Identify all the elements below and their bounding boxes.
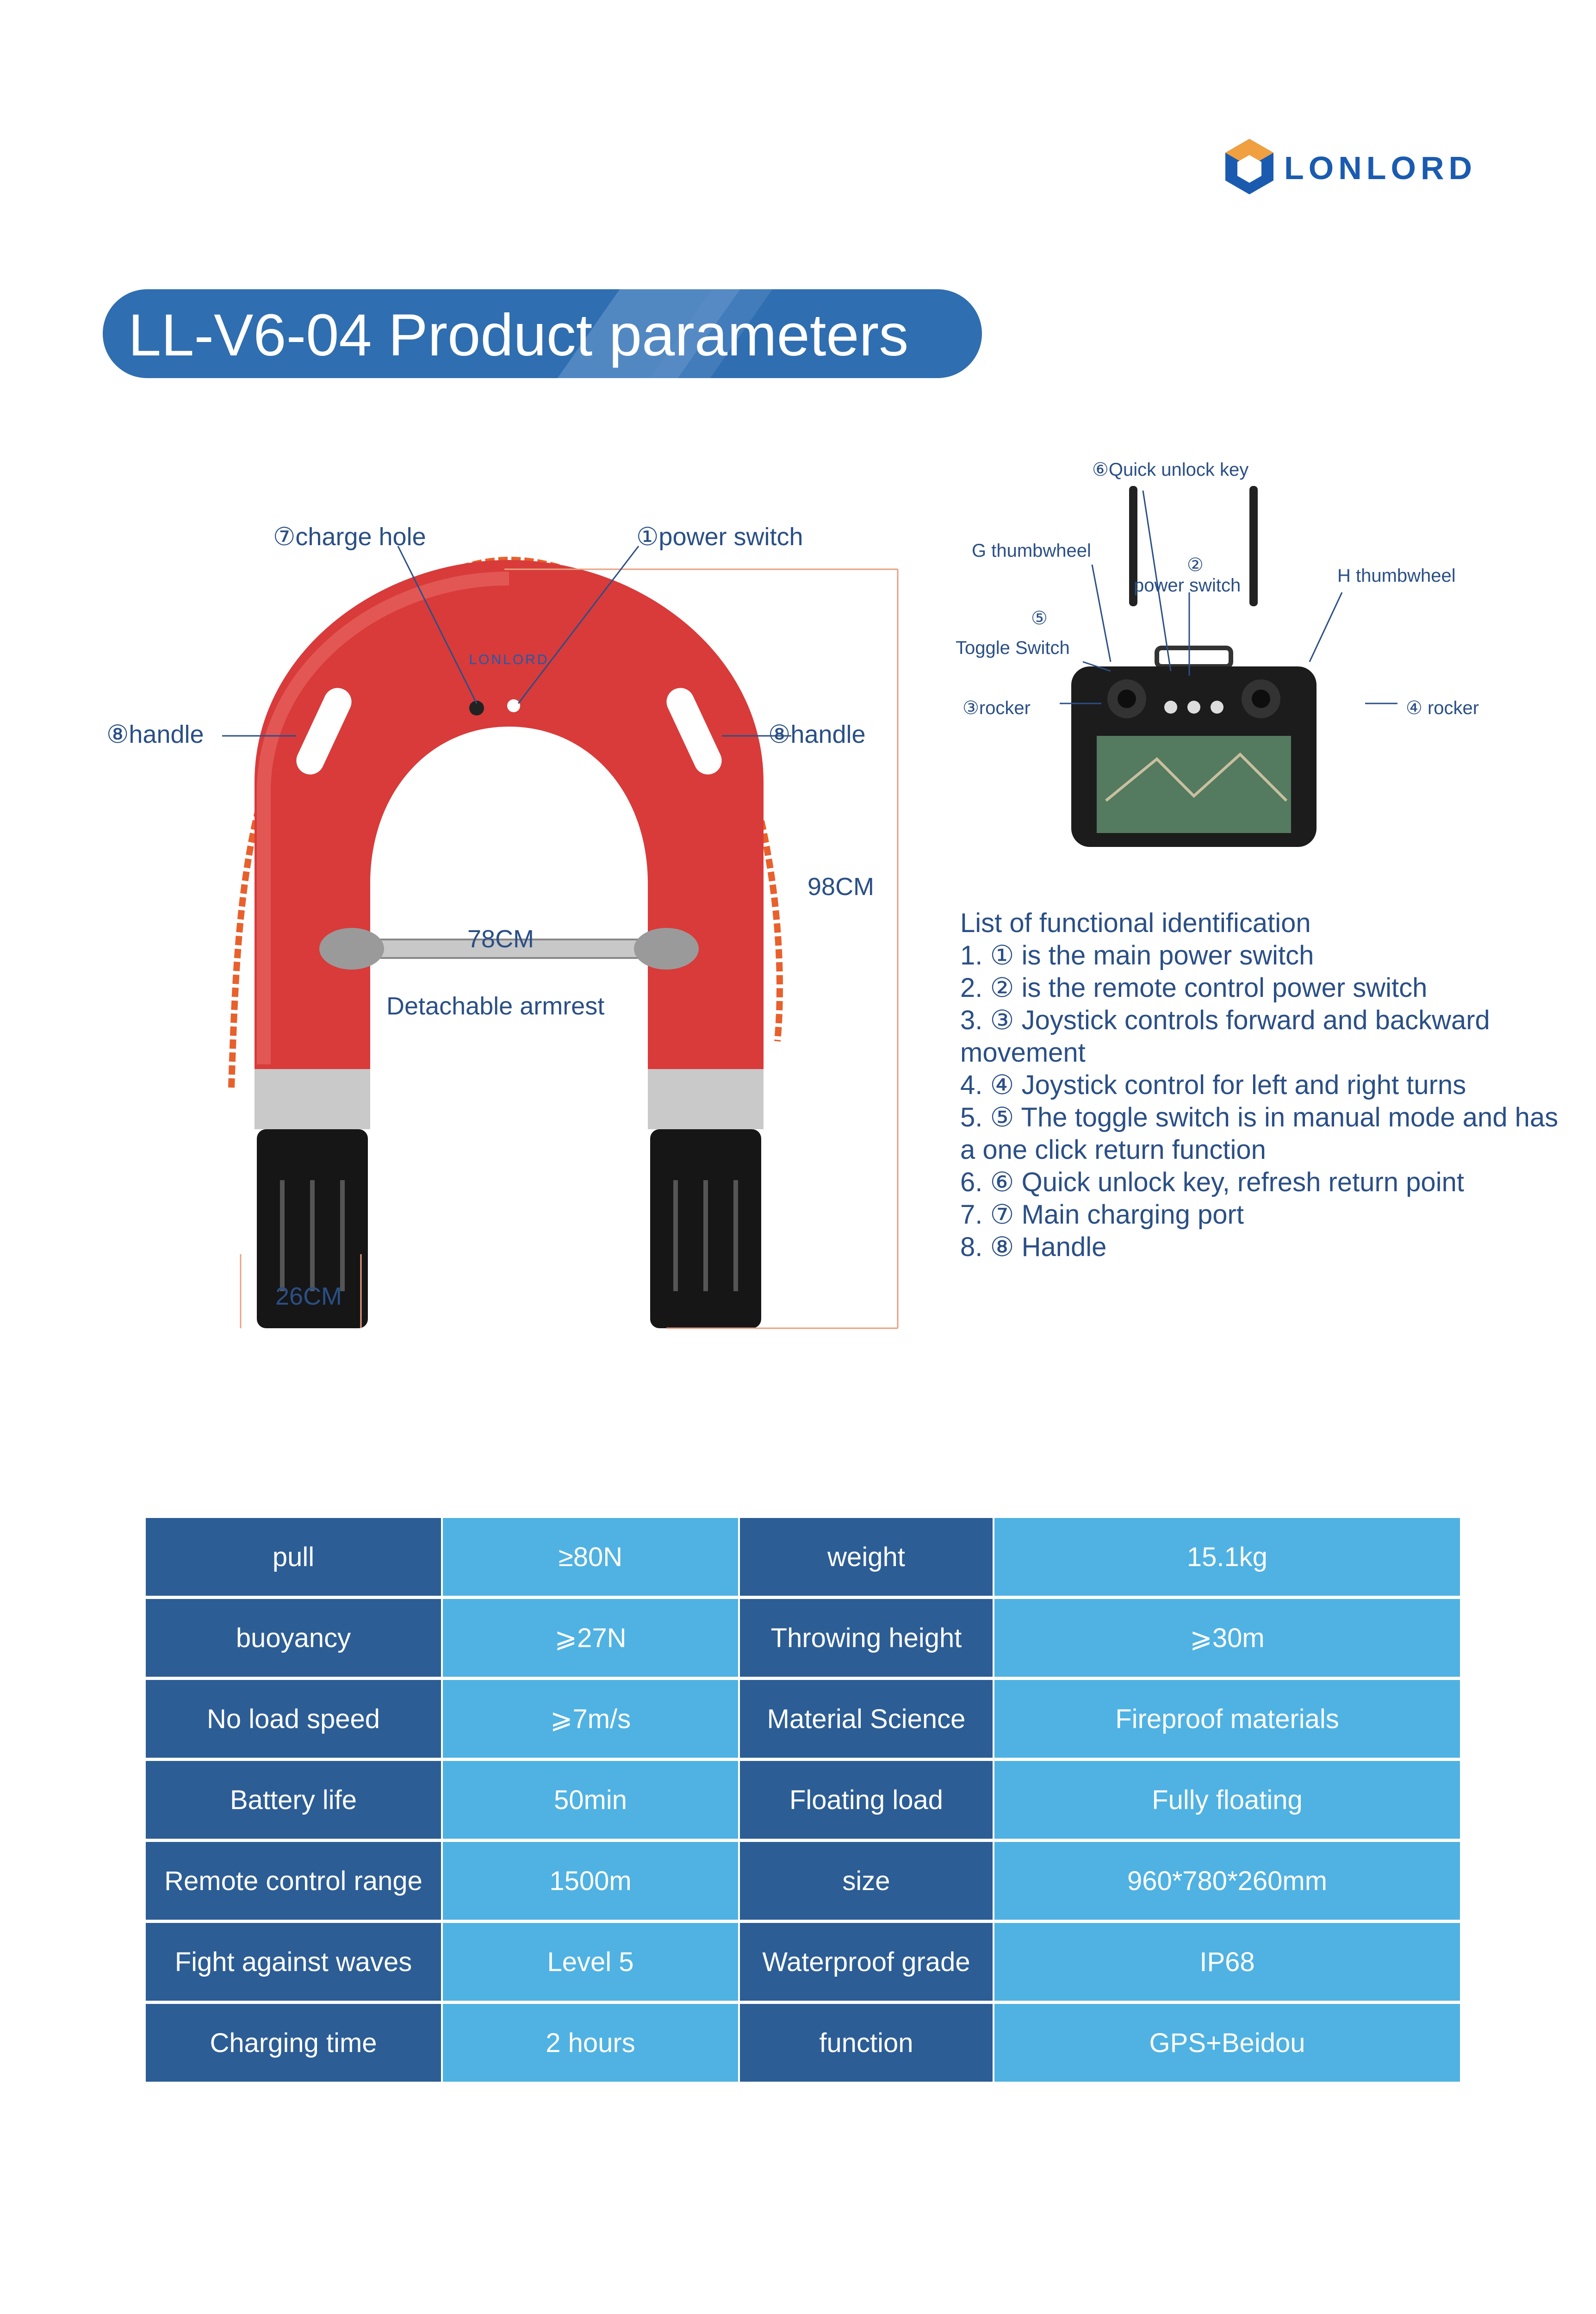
rescue-float-illustration xyxy=(204,532,953,1347)
label-g-thumbwheel: G thumbwheel xyxy=(972,541,1091,561)
param-value: Fireproof materials xyxy=(994,1680,1460,1758)
label-rocker-right: ④ rocker xyxy=(1406,698,1479,718)
label-toggle-switch: Toggle Switch xyxy=(956,638,1070,658)
functional-item-3: 3. ③ Joystick controls forward and backward movement xyxy=(960,1005,1490,1068)
float-body-logo: LONLORD xyxy=(469,652,549,667)
label-power-num: ② xyxy=(1187,555,1204,575)
functional-item-1: 1. ① is the main power switch xyxy=(960,940,1314,970)
param-key: pull xyxy=(146,1518,441,1596)
brand-name: LONLORD xyxy=(1284,150,1477,186)
param-key: Charging time xyxy=(146,2004,441,2082)
page-title: LL-V6-04 Product parameters xyxy=(128,302,909,368)
label-handle-left: ⑧handle xyxy=(106,721,204,748)
param-key: Material Science xyxy=(740,1680,993,1758)
functional-item-4: 4. ④ Joystick control for left and right turns xyxy=(960,1070,1466,1100)
param-value: ⩾7m/s xyxy=(443,1680,738,1758)
functional-item-2: 2. ② is the remote control power switch xyxy=(960,973,1428,1003)
left-motor-sleeve xyxy=(255,1069,370,1129)
param-value: IP68 xyxy=(994,1923,1460,2001)
param-key: Battery life xyxy=(146,1761,441,1839)
param-value: ⩾27N xyxy=(443,1599,738,1677)
label-height-dimension: 98CM xyxy=(807,873,875,901)
functional-item-8: 8. ⑧ Handle xyxy=(960,1232,1107,1262)
label-power-switch-remote: power switch xyxy=(1134,575,1241,596)
param-key: Throwing height xyxy=(740,1599,993,1677)
param-value: 15.1kg xyxy=(994,1518,1460,1596)
param-key: size xyxy=(740,1842,993,1920)
table-row xyxy=(146,1761,1460,1839)
logo-hexagon-icon xyxy=(1222,137,1277,197)
label-handle-right: ⑧handle xyxy=(768,721,866,748)
param-key: Floating load xyxy=(740,1761,993,1839)
label-width-dimension: 78CM xyxy=(467,925,534,953)
param-key: weight xyxy=(740,1518,993,1596)
param-value: 1500m xyxy=(443,1842,738,1920)
param-key: Waterproof grade xyxy=(740,1923,993,2001)
functional-identification-list xyxy=(960,907,1576,1263)
label-depth-dimension: 26CM xyxy=(275,1282,342,1310)
table-row xyxy=(146,1518,1460,1596)
label-toggle-num: ⑤ xyxy=(1031,608,1048,628)
param-value: ⩾30m xyxy=(994,1599,1460,1677)
table-row xyxy=(146,2004,1460,2082)
functional-heading: List of functional identification xyxy=(960,908,1311,938)
param-key: Remote control range xyxy=(146,1842,441,1920)
param-key: No load speed xyxy=(146,1680,441,1758)
param-value: GPS+Beidou xyxy=(994,2004,1460,2082)
label-power-switch: ①power switch xyxy=(636,523,803,551)
brand-logo xyxy=(1222,137,1481,197)
label-charge-hole: ⑦charge hole xyxy=(273,523,426,551)
functional-item-5: 5. ⑤ The toggle switch is in manual mode and has a one click return function xyxy=(960,1102,1559,1165)
param-key: buoyancy xyxy=(146,1599,441,1677)
functional-item-6: 6. ⑥ Quick unlock key, refresh return point xyxy=(960,1167,1464,1197)
label-quick-unlock: ⑥Quick unlock key xyxy=(1092,460,1249,480)
table-row xyxy=(146,1923,1460,2001)
label-h-thumbwheel: H thumbwheel xyxy=(1337,566,1456,586)
power-button-icon xyxy=(507,699,520,712)
remote-leader-lines xyxy=(972,477,1481,736)
label-rocker-left: ③rocker xyxy=(963,698,1031,718)
label-detachable-armrest: Detachable armrest xyxy=(386,992,605,1020)
param-value: ≥80N xyxy=(443,1518,738,1596)
param-value: 2 hours xyxy=(443,2004,738,2082)
param-value: Fully floating xyxy=(994,1761,1460,1839)
table-row xyxy=(146,1842,1460,1920)
right-motor-sleeve xyxy=(648,1069,764,1129)
param-value: Level 5 xyxy=(443,1923,738,2001)
table-row xyxy=(146,1680,1460,1758)
param-key: function xyxy=(740,2004,993,2082)
param-value: 960*780*260mm xyxy=(994,1842,1460,1920)
title-banner xyxy=(103,289,982,378)
param-value: 50min xyxy=(443,1761,738,1839)
param-key: Fight against waves xyxy=(146,1923,441,2001)
functional-item-7: 7. ⑦ Main charging port xyxy=(960,1200,1244,1230)
table-row xyxy=(146,1599,1460,1677)
